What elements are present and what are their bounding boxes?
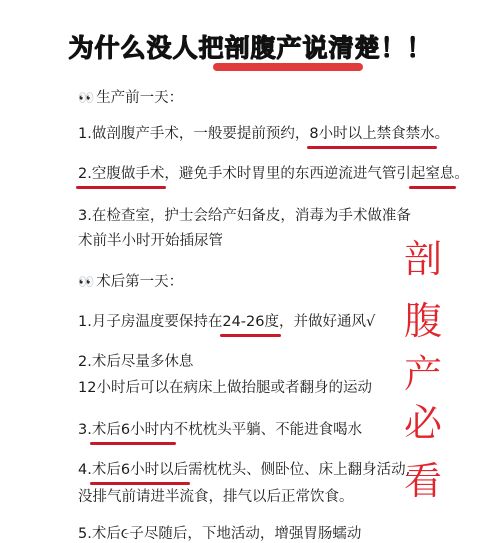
list-item-continuation: 术前半小时开始插尿管	[78, 233, 223, 249]
list-item: 4.术后6小时以后需枕枕头、侧卧位、床上翻身活动,	[78, 462, 411, 478]
list-item: 3.在检查室，护士会给产妇备皮，消毒为手术做准备	[78, 208, 411, 224]
underlined-text: 24-26度	[222, 314, 279, 330]
section-heading-after: 👀 术后第一天：	[78, 274, 184, 290]
list-item: 3.术后6小时内不枕枕头平躺、不能进食喝水	[78, 422, 363, 438]
eyes-icon: 👀	[78, 91, 93, 106]
underlined-text: 术后6小时以后	[91, 462, 189, 478]
list-item: 1.月子房温度要保持在24-26度，并做好通风√	[78, 314, 376, 330]
side-char: 腹	[403, 299, 442, 343]
underlined-text: 8小时以上禁食禁水	[309, 126, 435, 142]
eyes-icon: 👀	[78, 275, 93, 290]
list-item-continuation: 没排气前请进半流食，排气以后正常饮食。	[78, 489, 354, 505]
side-char: 看	[403, 459, 442, 503]
list-item-continuation: 12小时后可以在病床上做抬腿或者翻身的运动	[78, 380, 372, 396]
side-char: 必	[403, 401, 442, 445]
list-item: 2.术后尽量多休息	[78, 354, 194, 370]
underlined-text: 术后6小时内	[91, 422, 174, 438]
side-char: 产	[403, 352, 442, 396]
side-char: 剖	[403, 237, 442, 281]
underlined-text: 起窒息	[410, 166, 455, 182]
page-title: 为什么没人把剖腹产说清楚！！	[67, 33, 432, 62]
list-item: 2.空腹做手术，避免手术时胃里的东西逆流进气管引起窒息。	[78, 166, 469, 182]
underlined-text: 2.空腹做手术	[78, 166, 165, 182]
section-heading-before: 👀 生产前一天：	[78, 90, 184, 106]
list-item-partial: 5.术后૯子尽随后，下地活动，增强胃肠蠕动	[78, 526, 362, 542]
title-highlight-stroke	[213, 63, 363, 71]
list-item: 1.做剖腹产手术，一般要提前预约，8小时以上禁食禁水。	[78, 126, 450, 142]
